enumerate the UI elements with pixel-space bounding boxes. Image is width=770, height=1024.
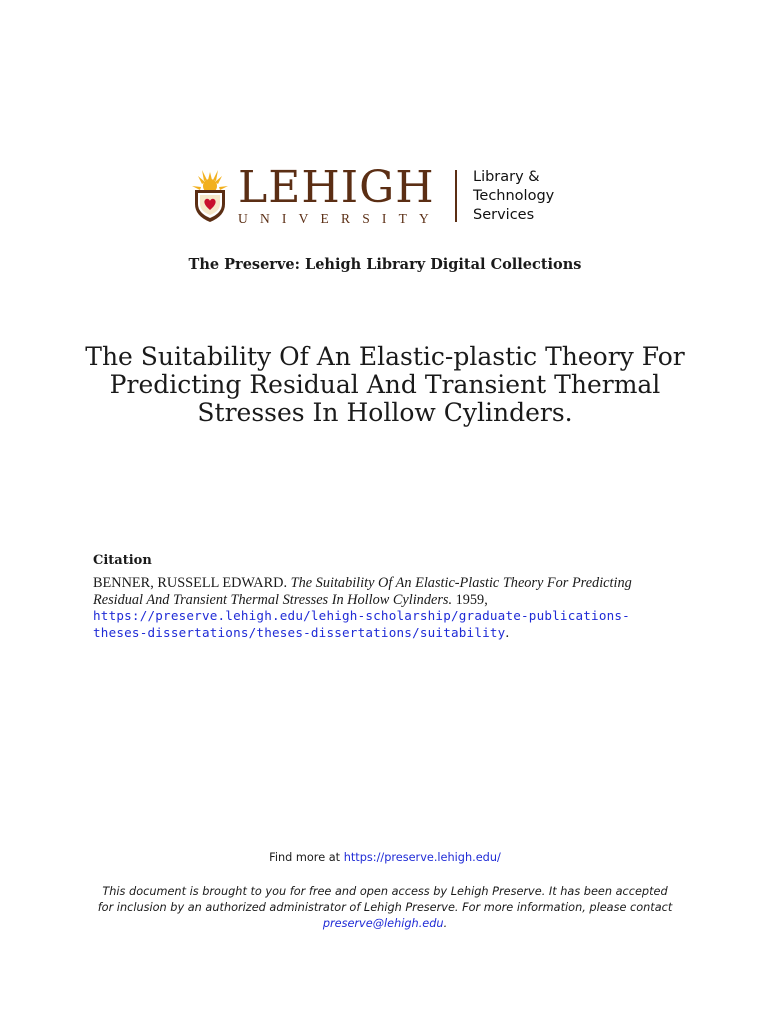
services-label <box>473 168 554 225</box>
lehigh-logo <box>190 162 555 226</box>
find-more-line <box>0 851 770 864</box>
services-line: Library & <box>473 169 540 185</box>
document-title: The Suitability Of An Elastic-plastic Theory For Predicting Residual And Transient Thermal Stresses In Hollow Cylinders. <box>85 342 685 427</box>
wordmark <box>238 162 441 227</box>
citation-work-title: The Suitability Of An Elastic-Plastic Theory For Predicting Residual And Transient Thermal Stresses In Hollow Cylinders. <box>93 575 632 608</box>
university-wordmark: UNIVERSITY <box>238 211 441 226</box>
find-more-link[interactable]: https://preserve.lehigh.edu/ <box>343 851 501 864</box>
citation-author: BENNER, RUSSELL EDWARD. <box>93 575 288 591</box>
contact-email-link[interactable]: preserve@lehigh.edu <box>322 917 444 930</box>
access-note-end: . <box>443 917 448 930</box>
citation-link[interactable]: https://preserve.lehigh.edu/lehigh-scholarship/graduate-publications-theses-dissertations/theses-dissertations/suitability <box>93 608 630 640</box>
citation-text <box>93 575 677 641</box>
lehigh-wordmark: LEHIGH <box>238 162 435 213</box>
citation-heading: Citation <box>93 553 152 568</box>
find-more-text: Find more at <box>269 851 341 864</box>
lehigh-crest-icon <box>190 168 230 224</box>
services-line: Technology <box>473 188 555 204</box>
services-line: Services <box>473 207 535 223</box>
citation-year: 1959, <box>455 591 488 608</box>
access-note <box>95 884 675 932</box>
access-note-text: This document is brought to you for free and open access by Lehigh Preserve. It has been accepted for inclusion by an authorized administrator of Lehigh Preserve. For more information, please contact <box>97 885 673 914</box>
logo-divider <box>455 170 457 222</box>
collection-title: The Preserve: Lehigh Library Digital Collections <box>188 256 582 273</box>
citation-end: . <box>505 624 510 641</box>
